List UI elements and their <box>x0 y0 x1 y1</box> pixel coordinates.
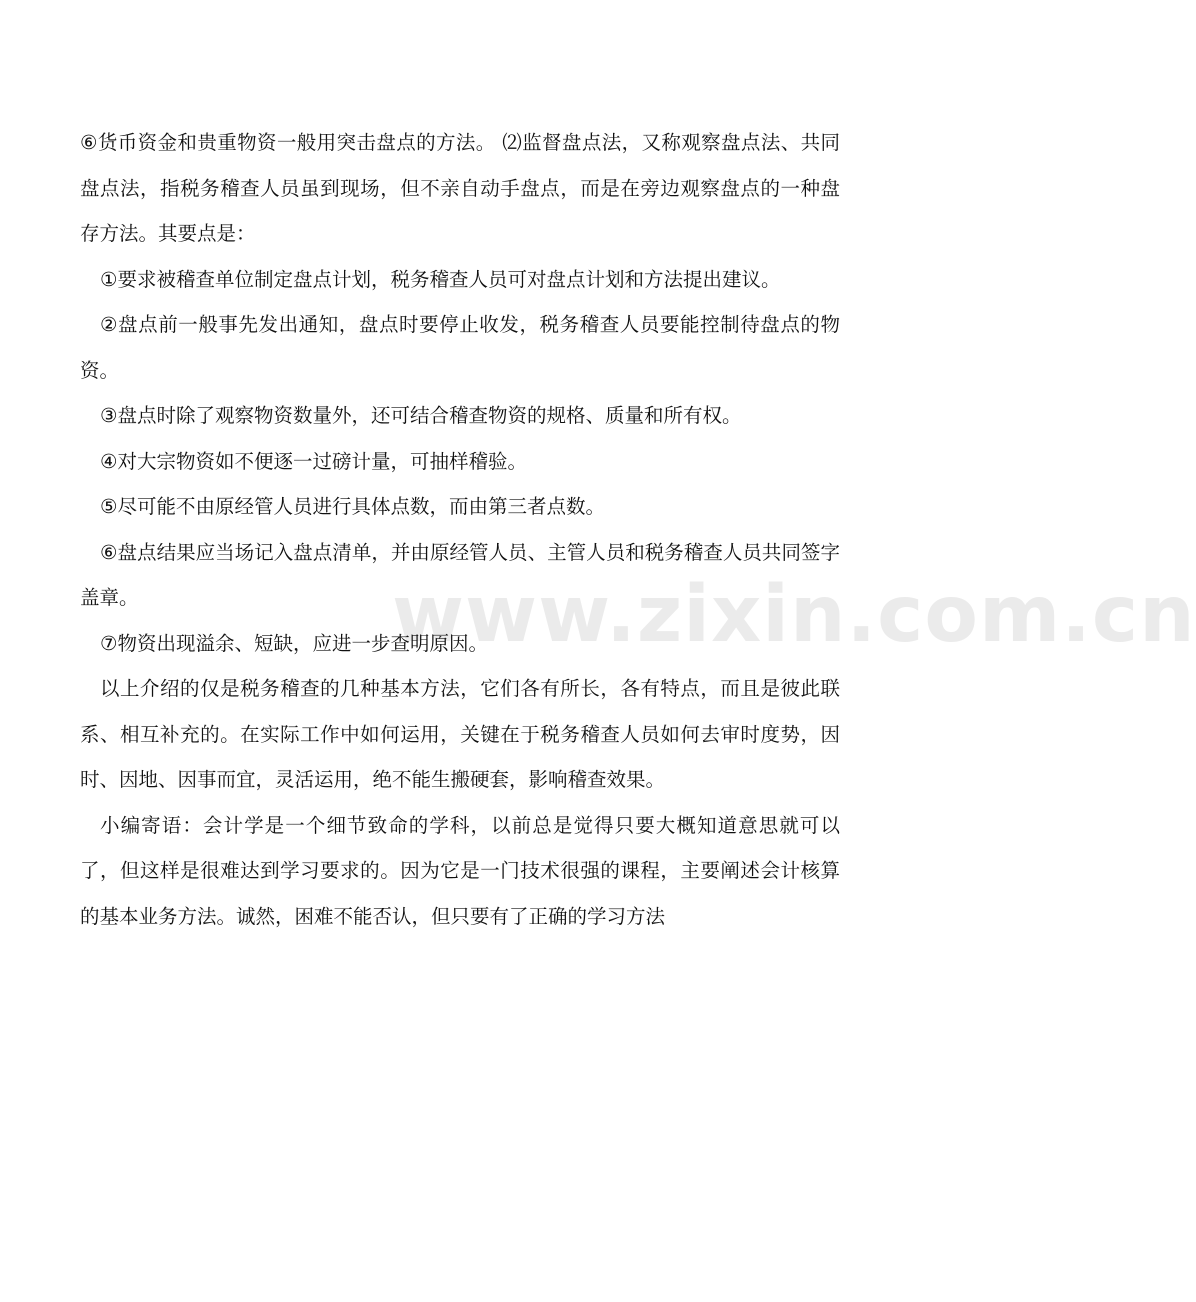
paragraph-point-4: ④对大宗物资如不便逐一过磅计量，可抽样稽验。 <box>100 449 527 473</box>
paragraph-point-7: ⑦物资出现溢余、短缺，应进一步查明原因。 <box>100 631 488 655</box>
paragraph-point-6: ⑥盘点结果应当场记入盘点清单，并由原经管人员、主管人员和税务稽查人员共同签字盖章。 <box>80 540 840 609</box>
paragraph-point-2: ②盘点前一般事先发出通知，盘点时要停止收发，税务稽查人员要能控制待盘点的物资。 <box>80 313 840 382</box>
paragraph-inventory-methods: ⑥货币资金和贵重物资一般用突击盘点的方法。 ⑵监督盘点法，又称观察盘点法、共同盘点法，指税务稽查人员虽到现场，但不亲自动手盘点，而是在旁边观察盘点的一种盘存方法。其要点是： <box>80 131 840 245</box>
paragraph-summary: 以上介绍的仅是税务稽查的几种基本方法，它们各有所长，各有特点，而且是彼此联系、相互补充的。在实际工作中如何运用，关键在于税务稽查人员如何去审时度势，因时、因地、因事而宜，灵活运用，绝不能生搬硬套，影响稽查效果。 <box>80 677 840 791</box>
paragraph-point-5: ⑤尽可能不由原经管人员进行具体点数，而由第三者点数。 <box>100 495 605 518</box>
document-body <box>80 120 840 939</box>
watermark: www.zixin.com.cn <box>392 570 1196 660</box>
paragraph-editor-note: 小编寄语：会计学是一个细节致命的学科，以前总是觉得只要大概知道意思就可以了，但这样是很难达到学习要求的。因为它是一门技术很强的课程，主要阐述会计核算的基本业务方法。诚然，困难不能否认，但只要有了正确的学习方法 <box>80 813 840 928</box>
paragraph-point-3: ③盘点时除了观察物资数量外，还可结合稽查物资的规格、质量和所有权。 <box>100 404 742 427</box>
paragraph-point-1: ①要求被稽查单位制定盘点计划，税务稽查人员可对盘点计划和方法提出建议。 <box>100 267 781 291</box>
